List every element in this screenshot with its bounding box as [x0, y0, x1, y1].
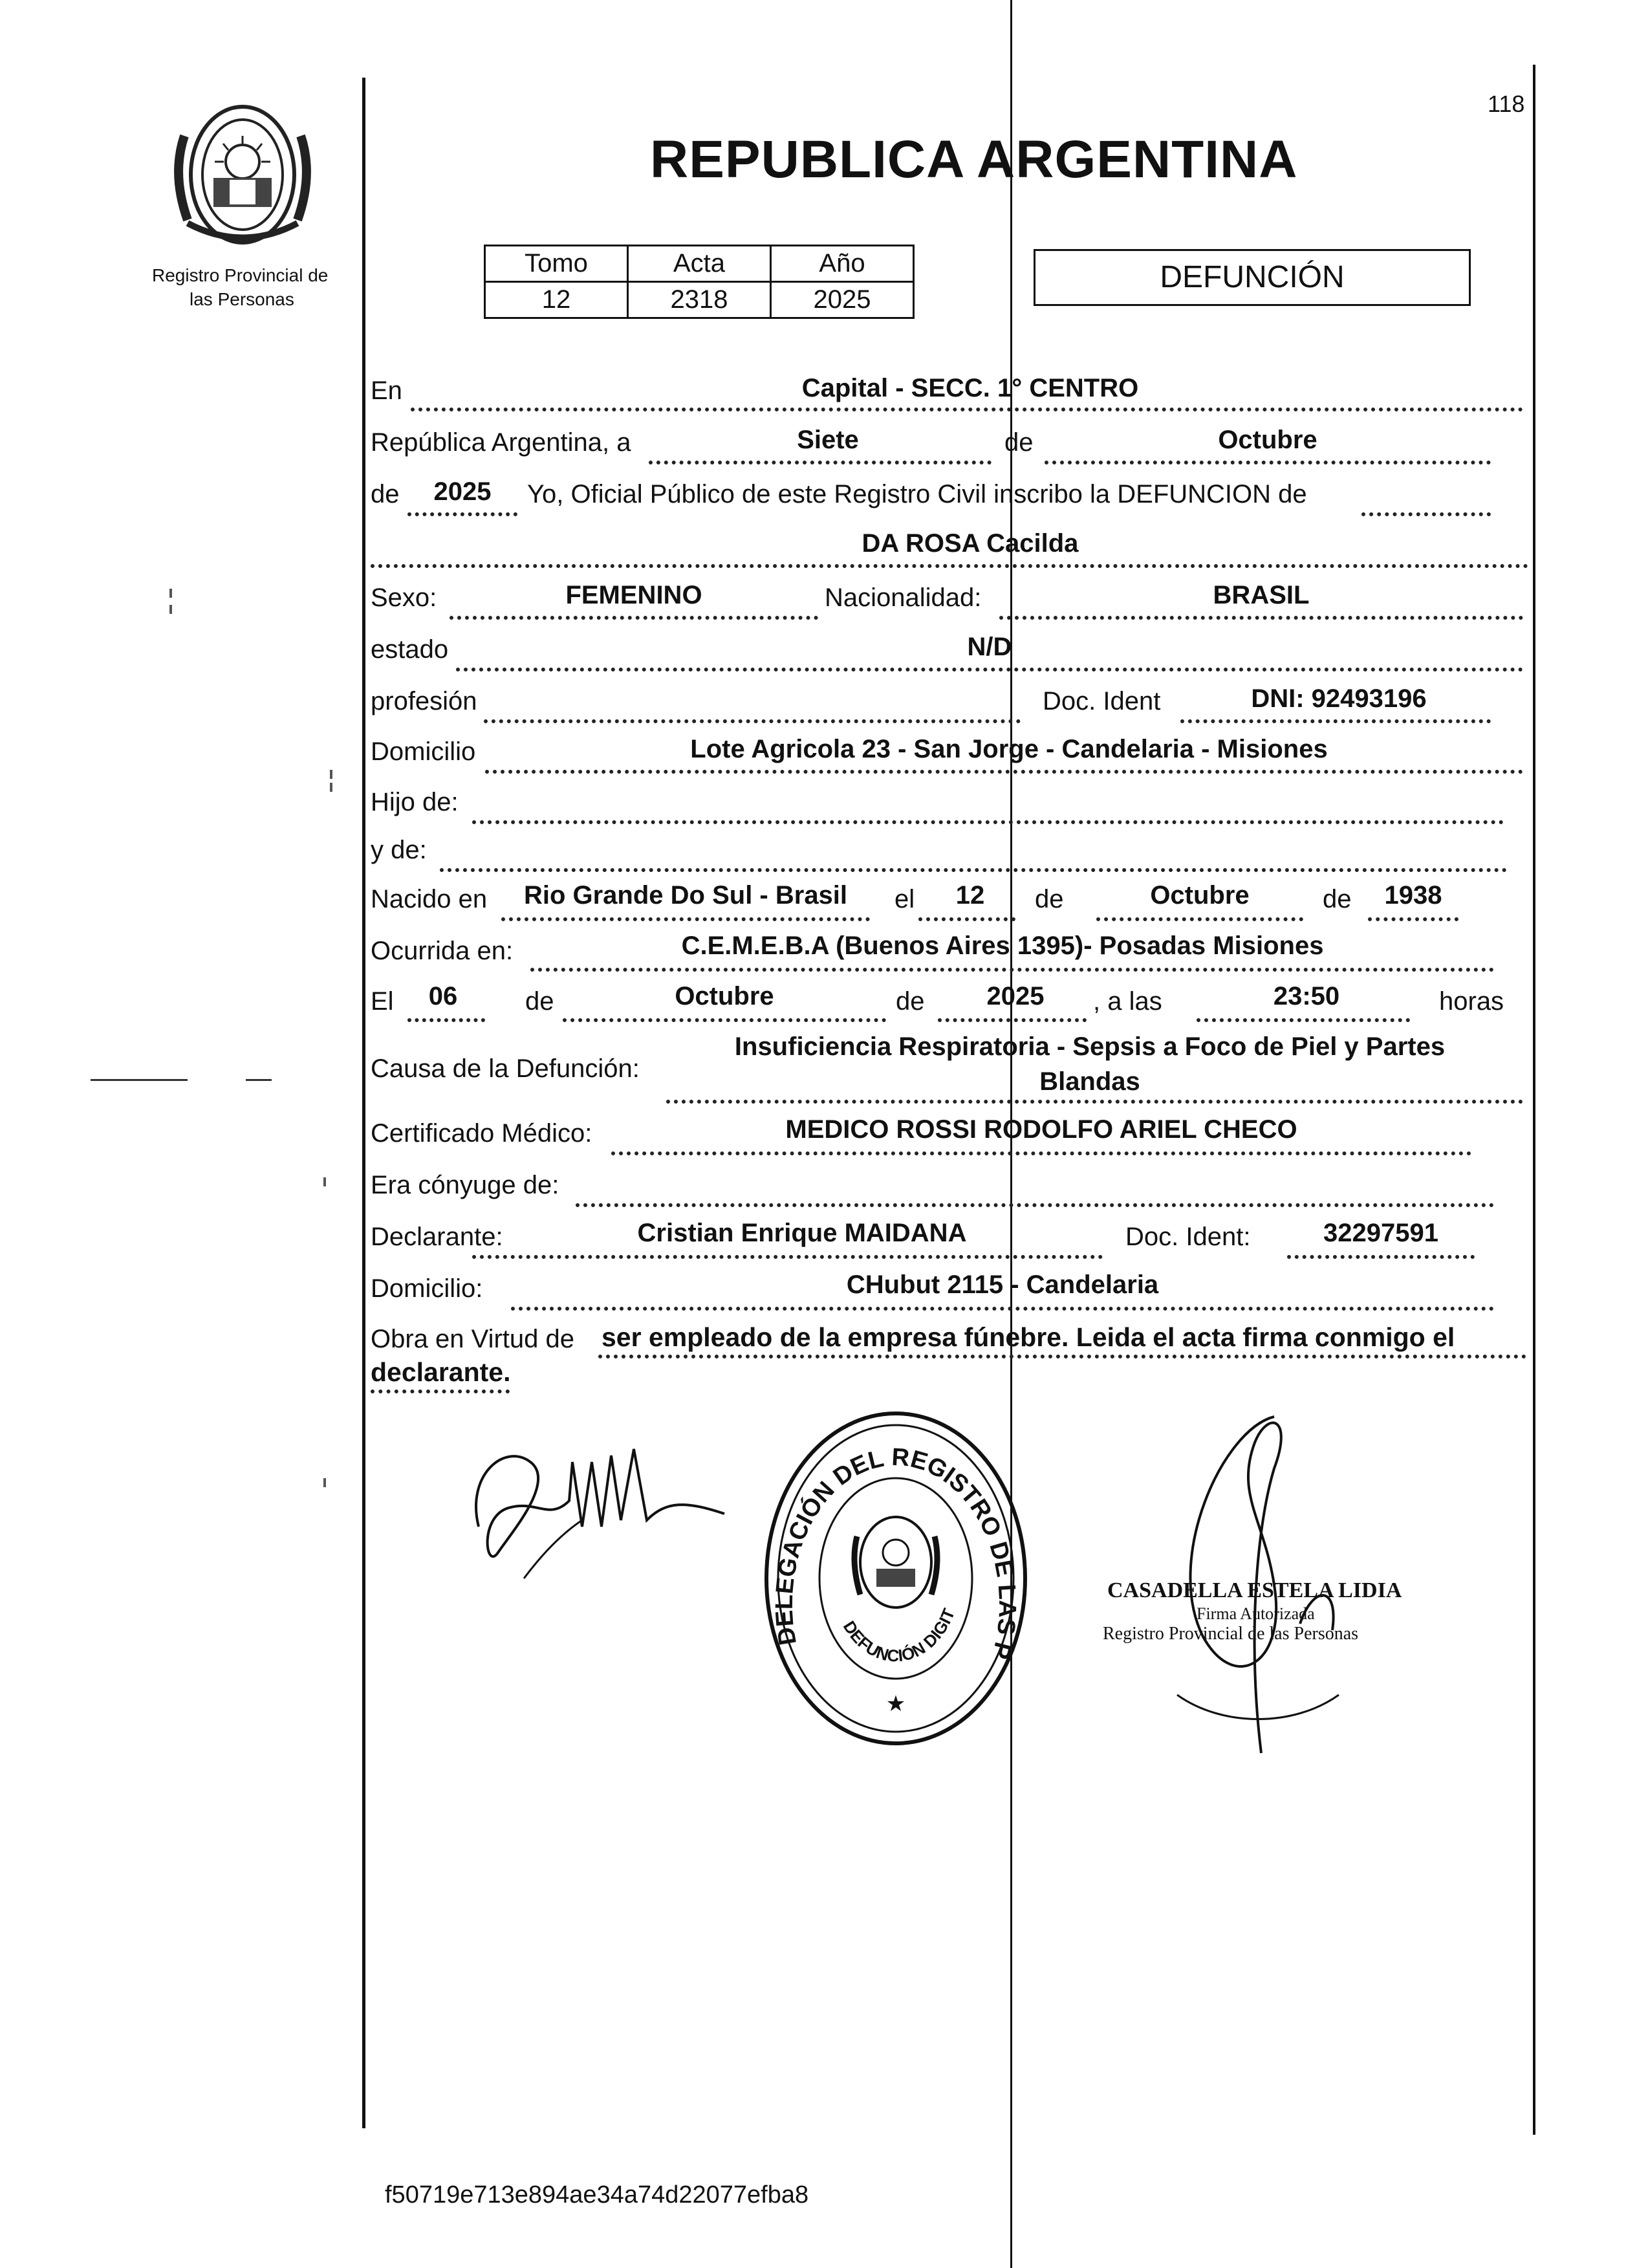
label-causa: Causa de la Defunción:: [371, 1054, 640, 1083]
dots-nac-mes: [1096, 917, 1303, 921]
officer-name: CASADELLA ESTELA LIDIA: [1107, 1578, 1402, 1602]
label-de-year: de: [371, 480, 400, 508]
officer-office: Registro Provincial de las Personas: [1103, 1624, 1359, 1644]
registry-line-1: Registro Provincial de: [152, 265, 329, 285]
right-margin-line: [1533, 65, 1535, 2135]
value-nac-dia: 12: [955, 881, 985, 910]
scan-speck: [330, 770, 332, 779]
value-medico: MEDICO ROSSI RODOLFO ARIEL CHECO: [785, 1115, 1297, 1144]
label-sexo: Sexo:: [371, 583, 437, 612]
label-domicilio-2: Domicilio:: [371, 1274, 483, 1303]
label-conyuge: Era cónyuge de:: [371, 1171, 559, 1199]
dots-domicilio: [485, 770, 1523, 774]
ref-value-anio: 2025: [771, 282, 914, 318]
value-nombre: DA ROSA Cacilda: [862, 529, 1079, 558]
ref-header-acta: Acta: [628, 246, 771, 282]
label-declarante: Declarante:: [371, 1223, 503, 1251]
label-de: de: [1004, 428, 1034, 457]
dots-nombre: [371, 564, 1528, 568]
reference-table: [484, 245, 915, 319]
dots-oficial: [1361, 512, 1491, 516]
scan-speck: [323, 1177, 326, 1186]
label-de-5: de: [896, 987, 925, 1016]
dots-dia: [649, 461, 992, 464]
page-number: 118: [1488, 91, 1525, 117]
value-nac-mes: Octubre: [1150, 881, 1250, 910]
scan-speck: [330, 783, 332, 792]
scan-speck: [323, 1478, 326, 1487]
ref-header-tomo: Tomo: [485, 246, 628, 282]
stamp-inner-text: DEFUNCIÓN DIGIT: [839, 1606, 959, 1666]
left-margin-line: [362, 78, 365, 2128]
dots-domicilio-2: [511, 1307, 1494, 1311]
value-domicilio-decl: CHubut 2115 - Candelaria: [846, 1270, 1159, 1299]
value-hora: 23:50: [1273, 982, 1340, 1010]
label-el: el: [894, 885, 915, 913]
dots-mes: [1045, 461, 1491, 464]
dots-nacionalidad: [999, 616, 1523, 620]
dots-hijo-de: [472, 820, 1504, 824]
officer-role: Firma Autorizada: [1197, 1604, 1315, 1623]
dots-dni: [1180, 719, 1491, 723]
value-declarante-doc: 32297591: [1323, 1219, 1438, 1247]
dots-y-de: [440, 868, 1507, 872]
declarant-signature: [453, 1423, 750, 1591]
document-hash: f50719e713e894ae34a74d22077efba8: [385, 2181, 809, 2208]
label-obra: Obra en Virtud de: [371, 1325, 575, 1353]
ref-header-anio: Año: [771, 246, 914, 282]
label-nacido-en: Nacido en: [371, 885, 488, 913]
label-estado: estado: [371, 635, 449, 664]
value-def-mes: Octubre: [675, 982, 774, 1010]
value-obra-line-2: declarante.: [371, 1357, 511, 1387]
dots-nac-anio: [1368, 917, 1458, 921]
value-dia: Siete: [797, 426, 859, 454]
label-ocurrida: Ocurrida en:: [371, 937, 514, 965]
value-ocurrida: C.E.M.E.B.A (Buenos Aires 1395)- Posadas Misiones: [681, 932, 1324, 960]
label-en: En: [371, 376, 402, 405]
dots-nacido-en: [501, 917, 870, 921]
label-el-2: El: [371, 987, 394, 1016]
dots-declarante-doc: [1287, 1255, 1475, 1259]
value-mes: Octubre: [1218, 426, 1317, 454]
page-title: REPUBLICA ARGENTINA: [650, 130, 1298, 189]
scan-speck: [169, 589, 172, 598]
label-a-las: , a las: [1093, 987, 1162, 1016]
value-nacionalidad: BRASIL: [1213, 581, 1310, 609]
label-nacionalidad: Nacionalidad:: [825, 583, 982, 612]
label-horas: horas: [1439, 987, 1504, 1016]
official-stamp: [760, 1407, 1032, 1750]
label-certificado: Certificado Médico:: [371, 1119, 592, 1148]
label-y-de: y de:: [371, 836, 427, 864]
value-obra-line-1: ser empleado de la empresa fúnebre. Leida el acta firma conmigo el: [602, 1322, 1455, 1352]
value-lugar: Capital - SECC. 1° CENTRO: [801, 374, 1139, 402]
dots-lugar: [411, 408, 1523, 411]
label-de-4: de: [525, 987, 554, 1016]
stamp-star: ★: [885, 1691, 906, 1717]
registry-line-2: las Personas: [190, 289, 294, 309]
label-profesion: profesión: [371, 687, 477, 715]
ref-value-acta: 2318: [628, 282, 771, 318]
label-domicilio: Domicilio: [371, 737, 476, 766]
dots-conyuge: [576, 1203, 1494, 1207]
ref-value-tomo: 12: [485, 282, 628, 318]
dots-declarante: [472, 1255, 1103, 1259]
value-def-anio: 2025: [986, 982, 1045, 1010]
dots-def-mes: [563, 1018, 886, 1022]
value-declarante: Cristian Enrique MAIDANA: [637, 1219, 967, 1247]
value-causa-line-1: Insuficiencia Respiratoria - Sepsis a Foco de Piel y Partes: [734, 1032, 1446, 1061]
value-anio: 2025: [433, 477, 492, 506]
dots-obra-1: [598, 1355, 1526, 1358]
value-domicilio: Lote Agricola 23 - San Jorge - Candelaria - Misiones: [690, 735, 1328, 763]
dots-estado: [456, 668, 1523, 671]
scan-speck: [169, 605, 172, 614]
value-estado: N/D: [967, 633, 1012, 661]
province-logo: [162, 97, 323, 252]
dots-def-dia-line: [407, 1018, 485, 1022]
dots-certificado: [611, 1151, 1471, 1155]
label-republica: República Argentina, a: [371, 428, 631, 457]
dots-causa: [666, 1100, 1523, 1104]
value-causa-line-2: Blandas: [1039, 1067, 1140, 1096]
value-nacido-en: Rio Grande Do Sul - Brasil: [523, 881, 848, 910]
value-sexo: FEMENINO: [565, 581, 702, 609]
label-hijo-de: Hijo de:: [371, 788, 459, 816]
stamp-outer-text: DELEGACIÓN DEL REGISTRO DE LAS P: [770, 1443, 1021, 1662]
label-de-3: de: [1323, 885, 1352, 913]
label-de-2: de: [1035, 885, 1064, 913]
record-type-box: DEFUNCIÓN: [1034, 249, 1471, 306]
value-nac-anio: 1938: [1384, 881, 1442, 910]
svg-text:DELEGACIÓN DEL REGISTRO DE LAS: [760, 1407, 1021, 1662]
value-dni: DNI: 92493196: [1251, 684, 1427, 713]
dots-anio: [407, 512, 517, 516]
dots-hora: [1197, 1018, 1410, 1022]
label-doc-ident-2: Doc. Ident:: [1125, 1223, 1251, 1251]
dots-nac-dia: [918, 917, 1015, 921]
scan-dash: [91, 1079, 188, 1081]
label-oficial: Yo, Oficial Público de este Registro Civil inscribo la DEFUNCION de: [527, 480, 1307, 508]
dots-profesion: [484, 719, 1021, 723]
value-def-dia: 06: [428, 982, 458, 1010]
scan-dash: [246, 1079, 272, 1081]
label-doc-ident: Doc. Ident: [1043, 687, 1161, 715]
dots-def-anio: [938, 1018, 1087, 1022]
dots-obra-2: [371, 1390, 510, 1393]
dots-sexo: [450, 616, 818, 620]
dots-ocurrida: [530, 968, 1494, 972]
